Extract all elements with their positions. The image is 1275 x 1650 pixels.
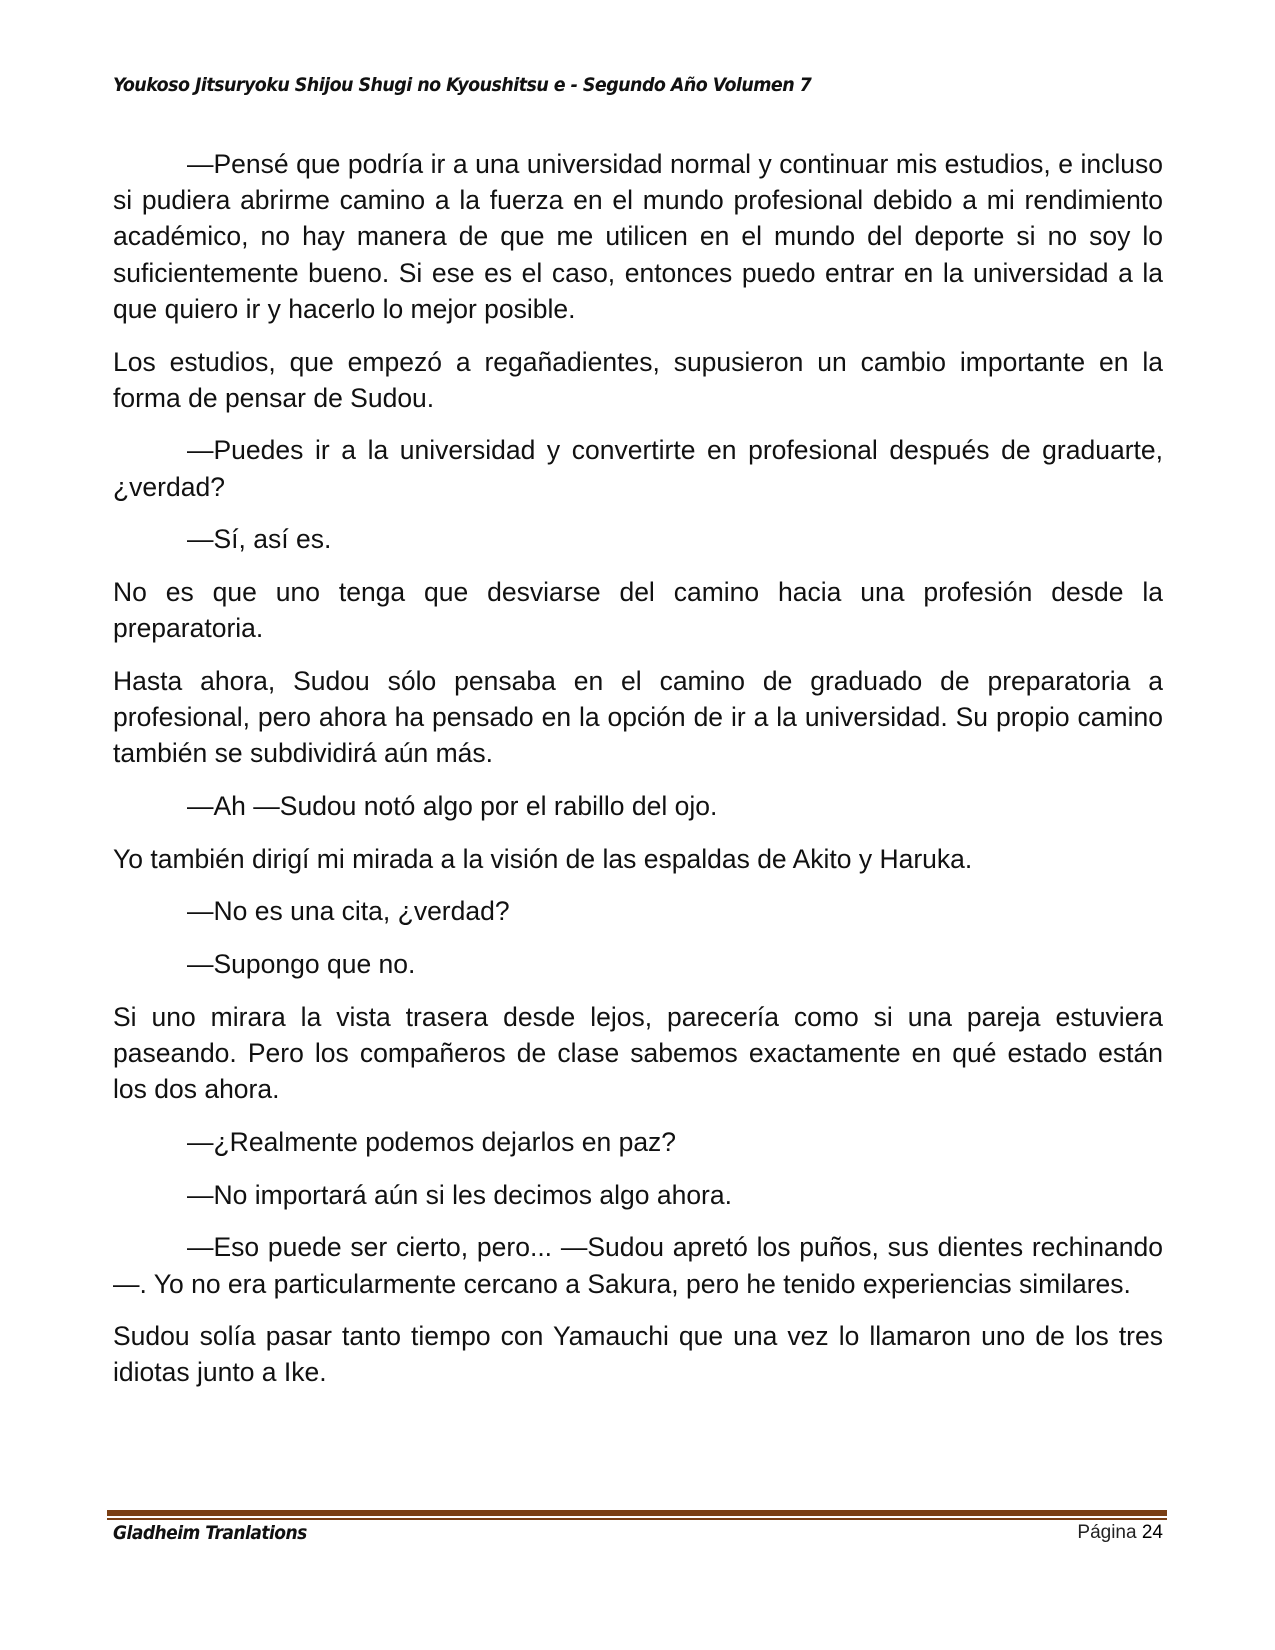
page-label: Página	[1077, 1522, 1137, 1543]
footer-rule-thick	[107, 1510, 1167, 1516]
paragraph: Si uno mirara la vista trasera desde lejos, parecería como si una pareja estuviera paseando. Pero los compañeros de clase sabemos exactamente en qué estado están los dos ahora.	[113, 1001, 1163, 1105]
page-number	[1077, 1522, 1163, 1544]
running-header: Youkoso Jitsuryoku Shijou Shugi no Kyoushitsu e - Segundo Año Volumen 7	[113, 74, 812, 96]
paragraph: —No es una cita, ¿verdad?	[187, 896, 510, 927]
paragraph: Yo también dirigí mi mirada a la visión de las espaldas de Akito y Haruka.	[113, 843, 973, 874]
paragraph: Los estudios, que empezó a regañadientes, supusieron un cambio importante en la forma de pensar de Sudou.	[113, 346, 1163, 413]
paragraph: Hasta ahora, Sudou sólo pensaba en el camino de graduado de preparatoria a profesional, pero ahora ha pensado en la opción de ir a la universidad. Su propio camino también se subdividirá aún más.	[113, 665, 1163, 769]
paragraph: —Supongo que no.	[187, 949, 416, 980]
paragraph: —¿Realmente podemos dejarlos en paz?	[187, 1126, 677, 1157]
paragraph: —Eso puede ser cierto, pero... —Sudou apretó los puños, sus dientes rechinando—. Yo no era particularmente cercano a Sakura, pero he tenido experiencias similares.	[113, 1232, 1163, 1299]
page-number-value: 24	[1141, 1522, 1163, 1543]
footer-publisher: Gladheim Tranlations	[113, 1522, 307, 1544]
paragraph: —Sí, así es.	[187, 524, 332, 555]
paragraph: —Ah —Sudou notó algo por el rabillo del ojo.	[187, 791, 718, 822]
paragraph: Sudou solía pasar tanto tiempo con Yamauchi que una vez lo llamaron uno de los tres idiotas junto a Ike.	[113, 1321, 1163, 1388]
paragraph: —No importará aún si les decimos algo ahora.	[187, 1179, 732, 1210]
paragraph: —Puedes ir a la universidad y convertirte en profesional después de graduarte, ¿verdad?	[113, 435, 1163, 502]
page-body	[113, 146, 1163, 1407]
paragraph: No es que uno tenga que desviarse del camino hacia una profesión desde la preparatoria.	[113, 577, 1163, 644]
paragraph: —Pensé que podría ir a una universidad normal y continuar mis estudios, e incluso si pudiera abrirme camino a la fuerza en el mundo profesional debido a mi rendimiento académico, no hay manera de que me utilicen en el mundo del deporte si no soy lo suficientemente bueno. Si ese es el caso, entonces puedo entrar en la universidad a la que quiero ir y hacerlo lo mejor posible.	[113, 149, 1163, 324]
footer-rule-thin	[107, 1518, 1167, 1520]
